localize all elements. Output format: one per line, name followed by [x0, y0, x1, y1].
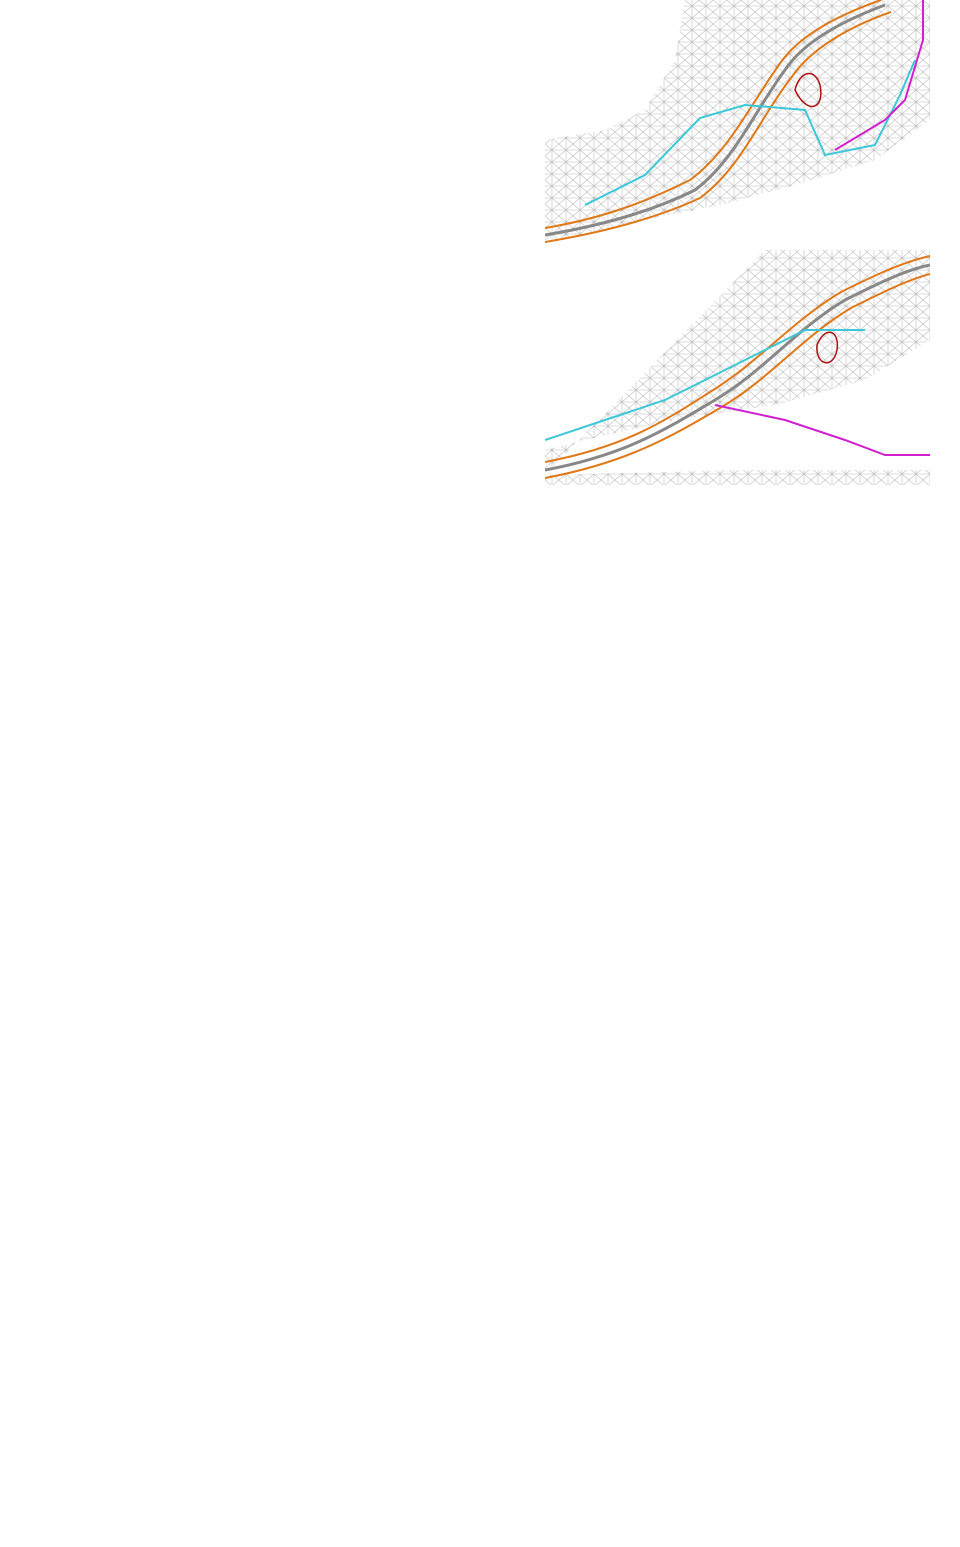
top-map — [545, 0, 930, 242]
section-2-2-3-heading — [8, 1217, 70, 1240]
bottom-map — [545, 250, 930, 485]
section-2-2-2-heading — [8, 1000, 70, 1023]
road-map-illustrations — [545, 0, 930, 485]
section-2-2-1-heading — [8, 783, 70, 806]
section-2-2-heading — [8, 509, 36, 532]
